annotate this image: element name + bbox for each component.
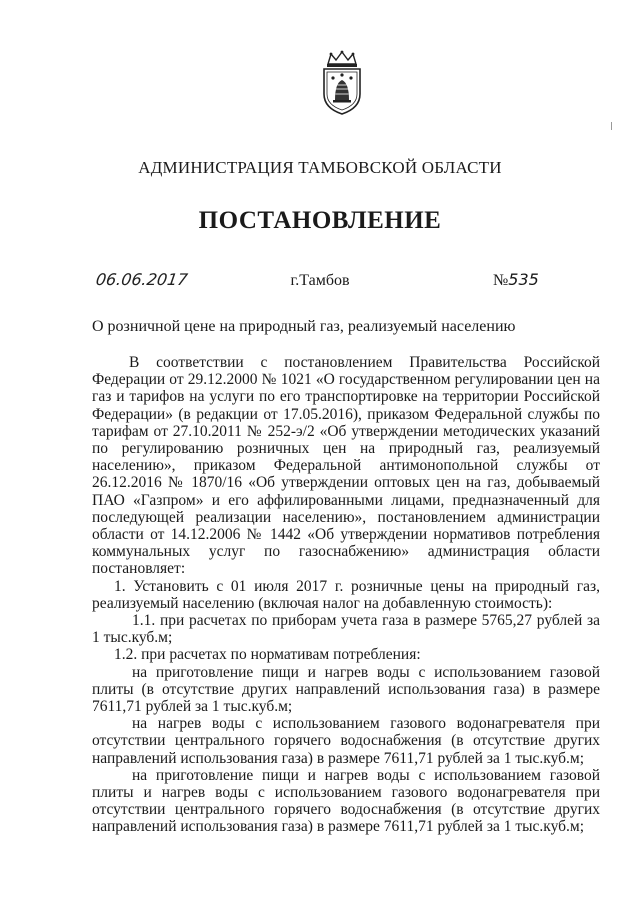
document-type: ПОСТАНОВЛЕНИЕ bbox=[198, 207, 442, 234]
preamble-paragraph: В соответствии с постановлением Правительства Российской Федерации от 29.12.2000 № 1021 «О государственном регулировании цен на газ и тарифов на услуги по его транспортировке на территории Российской Федерации» (в редакции от 17.05.2016), приказом Федеральной службы по тарифам от 27.10.2011 № 252-э/2 «Об утверждении методических указаний по регулированию розничных цен на природный газ, реализуемый населению», приказом Федеральной антимонопольной службы от 26.12.2016 № 1870/16 «Об утверждении оптовых цен на газ, добываемый ПАО «Газпром» и его аффилированными лицами, предназначенный для последующей реализации населению», постановлением администрации области от 14.12.2006 № 1442 «Об утверждении нормативов потребления коммунальных услуг по газоснабжению» администрация области постановляет: bbox=[92, 354, 600, 578]
document-body bbox=[92, 354, 600, 836]
item-1-2: 1.2. при расчетах по нормативам потребления: bbox=[114, 646, 421, 664]
tambov-coat-of-arms-icon bbox=[318, 50, 366, 116]
number-value: 535 bbox=[508, 270, 539, 289]
scan-mark bbox=[611, 122, 612, 130]
document-date: 06.06.2017 bbox=[94, 270, 189, 289]
item-1-2-b: на нагрев воды с использованием газового водонагревателя при отсутствии центрального горячего водоснабжения (в отсутствие других направлений использования газа) в размере 7611,71 рублей за 1 тыс.куб.м; bbox=[92, 715, 600, 767]
document-number bbox=[493, 270, 539, 290]
organization-name: АДМИНИСТРАЦИЯ ТАМБОВСКОЙ ОБЛАСТИ bbox=[138, 158, 502, 177]
number-prefix: № bbox=[493, 272, 509, 289]
item-1: 1. Установить с 01 июля 2017 г. розничные цены на природный газ, реализуемый населению (включая налог на добавленную стоимость): bbox=[92, 577, 600, 612]
item-1-2-a: на приготовление пищи и нагрев воды с использованием газовой плиты (в отсутствие других направлений использования газа) в размере 7611,71 рублей за 1 тыс.куб.м; bbox=[92, 663, 600, 716]
document-city: г.Тамбов bbox=[290, 272, 350, 289]
item-1-1: 1.1. при расчетах по приборам учета газа в размере 5765,27 рублей за 1 тыс.куб.м; bbox=[92, 612, 600, 647]
item-1-2-c: на приготовление пищи и нагрев воды с использованием газовой плиты и нагрев воды с использованием газового водонагревателя при отсутствии центрального горячего водоснабжения (в отсутствие других направлений использования газа) в размере 7611,71 рублей за 1 тыс.куб.м; bbox=[92, 766, 600, 836]
document-subject: О розничной цене на природный газ, реализуемый населению bbox=[92, 318, 516, 335]
